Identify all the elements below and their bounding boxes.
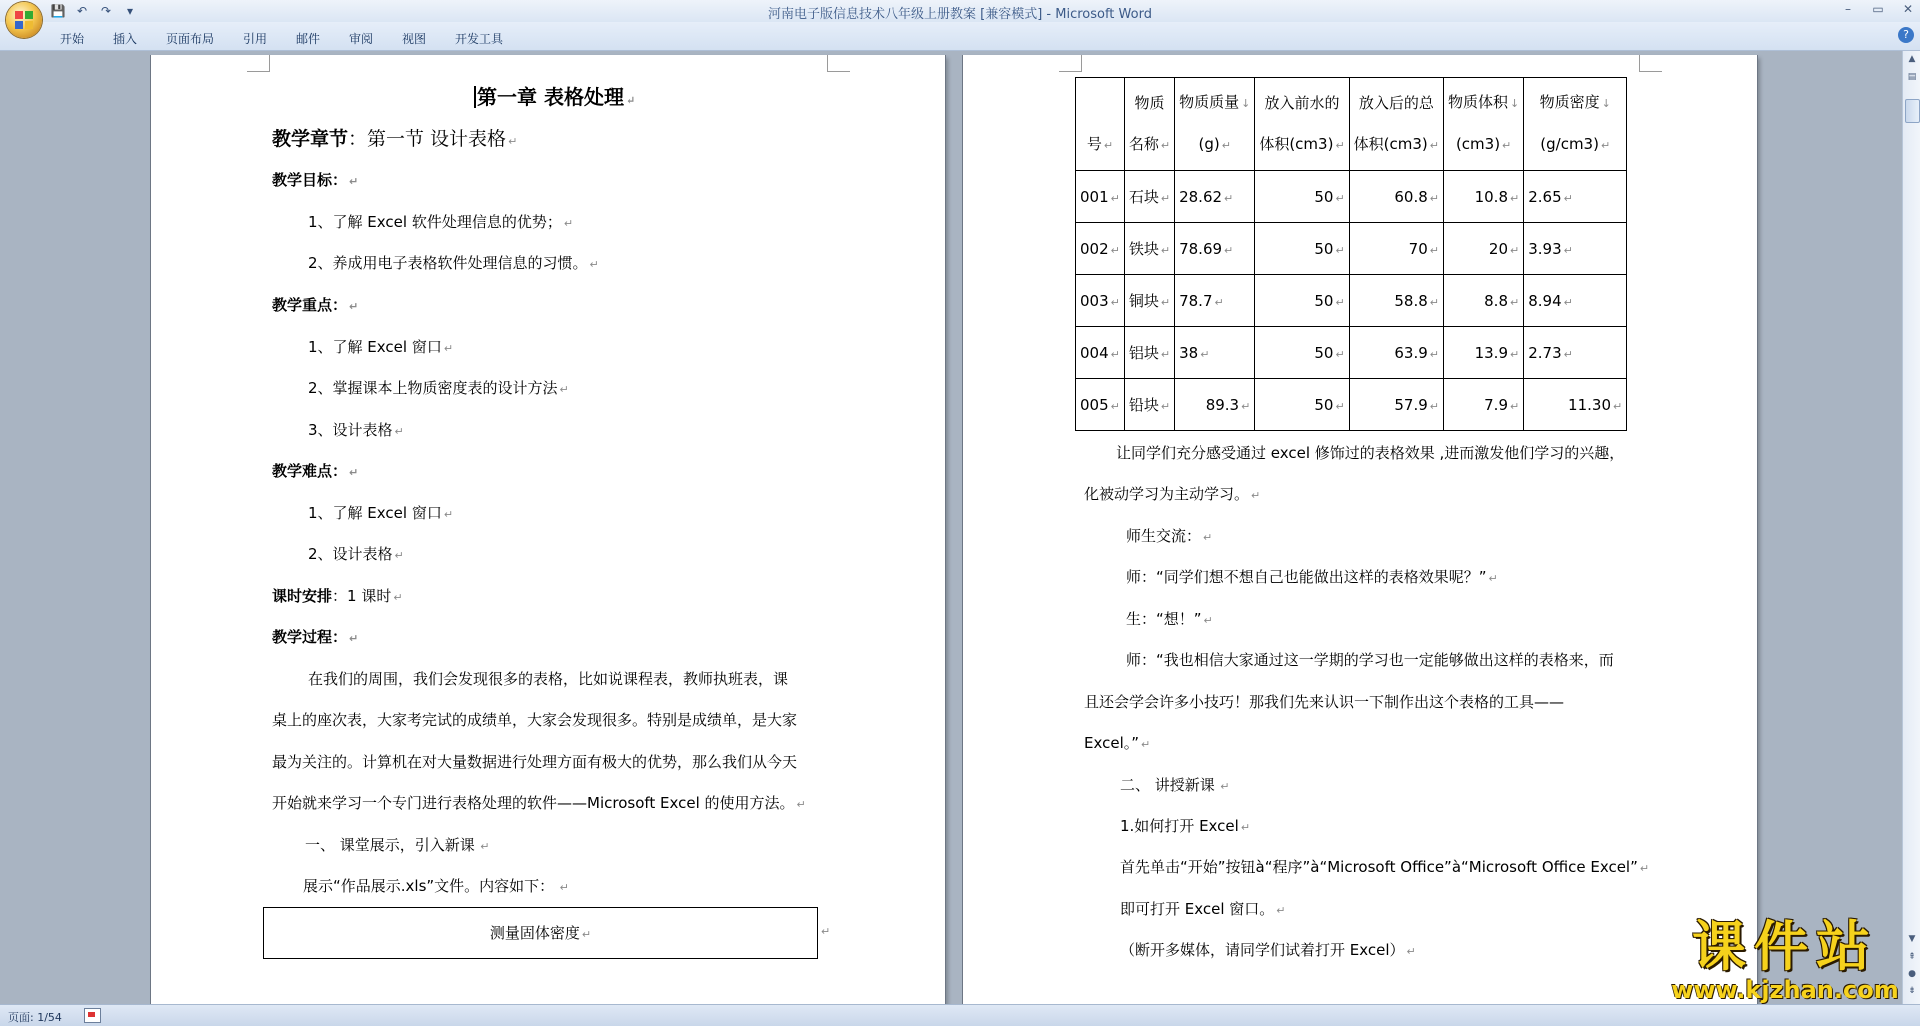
display-line: 展示“作品展示.xls”文件。内容如下： ↵	[303, 877, 569, 895]
previous-page-icon[interactable]: ⇞	[1908, 952, 1916, 962]
crop-mark	[827, 55, 850, 72]
goal-item: 2、养成用电子表格软件处理信息的习惯。 ↵	[308, 254, 599, 272]
chapter-title: 第一章 表格处理 ↵	[474, 81, 635, 110]
cell-volume: 7.9 ↵	[1443, 379, 1523, 431]
difficult-item: 1、了解 Excel 窗口 ↵	[308, 504, 454, 522]
cell-vol-before: 50 ↵	[1255, 223, 1349, 275]
paragraph-mark: ↵	[821, 925, 831, 938]
cell-volume: 10.8 ↵	[1443, 171, 1523, 223]
dialogue-line: 且还会学会许多小技巧！那我们先来认识一下制作出这个表格的工具——	[1084, 693, 1565, 711]
help-icon[interactable]: ?	[1898, 27, 1914, 43]
paragraph-line: 让同学们充分感受通过 excel 修饰过的表格效果 ,进而激发他们学习的兴趣，	[1116, 444, 1625, 462]
how-to-open: 1.如何打开 Excel ↵	[1120, 817, 1251, 835]
cell-id: 005 ↵	[1076, 379, 1125, 431]
difficult-item: 2、设计表格 ↵	[308, 545, 404, 563]
difficult-heading: 教学难点： ↵	[272, 462, 359, 480]
paragraph-line: 桌上的座次表，大家考完试的成绩单，大家会发现很多。特别是成绩单，是大家	[272, 711, 798, 729]
process-heading: 教学过程： ↵	[272, 628, 359, 646]
cell-density: 8.94 ↵	[1524, 275, 1627, 327]
status-bar	[0, 1004, 1920, 1026]
step-two-heading: 二、 讲授新课 ↵	[1120, 776, 1230, 794]
cell-vol-after: 70 ↵	[1349, 223, 1443, 275]
crop-mark	[247, 55, 270, 72]
scroll-down-icon[interactable]: ▼	[1908, 934, 1916, 944]
cell-mass: 78.7 ↵	[1175, 275, 1255, 327]
exchange-heading: 师生交流： ↵	[1126, 527, 1213, 545]
window-title: 河南电子版信息技术八年级上册教案 [兼容模式] - Microsoft Word	[768, 7, 1152, 22]
note-line: （断开多媒体，请同学们试着打开 Excel） ↵	[1120, 941, 1416, 959]
header-cell: 放入后的总 体积(cm3) ↵	[1349, 78, 1443, 171]
dialogue-line: Excel。” ↵	[1084, 734, 1151, 752]
maximize-button[interactable]: ▭	[1872, 2, 1884, 16]
cell-volume: 8.8 ↵	[1443, 275, 1523, 327]
dialogue-line: 师：“我也相信大家通过这一学期的学习也一定能够做出这样的表格来，而	[1126, 651, 1614, 669]
table-title: 测量固体密度 ↵	[489, 924, 592, 942]
cell-id: 003 ↵	[1076, 275, 1125, 327]
dialogue-line: 生：“想！” ↵	[1126, 610, 1213, 628]
watermark-url: www.kjzhan.com	[1671, 976, 1899, 1004]
table-header-row	[1076, 78, 1627, 171]
redo-icon[interactable]: ↷	[100, 4, 112, 18]
cell-density: 11.30 ↵	[1524, 379, 1627, 431]
cell-vol-after: 60.8 ↵	[1349, 171, 1443, 223]
table-row	[1076, 327, 1627, 379]
goal-item: 1、了解 Excel 软件处理信息的优势； ↵	[308, 213, 574, 231]
cell-density: 2.65 ↵	[1524, 171, 1627, 223]
cell-vol-before: 50 ↵	[1255, 379, 1349, 431]
office-button[interactable]	[6, 2, 42, 38]
header-cell: 物质密度 ↓ (g/cm3) ↵	[1524, 78, 1627, 171]
minimize-button[interactable]: –	[1845, 2, 1851, 16]
title-bar	[0, 0, 1920, 23]
customize-qat-icon[interactable]: ▾	[126, 4, 134, 18]
browse-object-icon[interactable]: ●	[1908, 969, 1916, 979]
vertical-scrollbar[interactable]	[1902, 51, 1920, 1004]
instruction-line: 即可打开 Excel 窗口。 ↵	[1120, 900, 1286, 918]
paragraph-line: 最为关注的。计算机在对大量数据进行处理方面有极大的优势，那么我们从今天	[272, 753, 798, 771]
header-cell: 放入前水的 体积(cm3) ↵	[1255, 78, 1349, 171]
tab-mailings[interactable]: 邮件	[296, 32, 321, 46]
header-cell: 物质体积 ↓ (cm3) ↵	[1443, 78, 1523, 171]
cell-density: 2.73 ↵	[1524, 327, 1627, 379]
scroll-thumb[interactable]	[1905, 99, 1920, 123]
tab-view[interactable]: 视图	[402, 32, 427, 46]
site-watermark	[1660, 915, 1910, 1004]
page-2[interactable]	[963, 55, 1757, 1004]
cell-id: 004 ↵	[1076, 327, 1125, 379]
dialogue-line: 师：“同学们想不想自己也能做出这样的表格效果呢？” ↵	[1126, 568, 1498, 586]
text-cursor	[474, 86, 476, 108]
density-table	[1075, 77, 1627, 431]
cell-vol-before: 50 ↵	[1255, 327, 1349, 379]
undo-icon[interactable]: ↶	[76, 4, 88, 18]
paragraph-line: 开始就来学习一个专门进行表格处理的软件——Microsoft Excel 的使用方法。 ↵	[272, 794, 806, 812]
header-cell: 号 ↵	[1076, 78, 1125, 171]
cell-name: 铜块 ↵	[1124, 275, 1174, 327]
tab-home[interactable]: 开始	[60, 32, 85, 46]
table-row	[1076, 171, 1627, 223]
cell-mass: 89.3 ↵	[1175, 379, 1255, 431]
ribbon-tab-bar	[0, 22, 1920, 51]
header-cell: 物质质量 ↓ (g) ↵	[1175, 78, 1255, 171]
cell-volume: 20 ↵	[1443, 223, 1523, 275]
cell-name: 铝块 ↵	[1124, 327, 1174, 379]
tab-insert[interactable]: 插入	[113, 32, 138, 46]
cell-vol-after: 58.8 ↵	[1349, 275, 1443, 327]
cell-vol-before: 50 ↵	[1255, 275, 1349, 327]
cell-mass: 28.62 ↵	[1175, 171, 1255, 223]
tab-page-layout[interactable]: 页面布局	[166, 32, 215, 46]
paragraph-line: 化被动学习为主动学习。 ↵	[1084, 485, 1261, 503]
crop-mark	[1639, 55, 1662, 72]
next-page-icon[interactable]: ⇟	[1908, 986, 1916, 996]
ruler-toggle-icon[interactable]: ▤	[1907, 72, 1917, 82]
office-logo-icon	[15, 11, 33, 29]
goals-heading: 教学目标： ↵	[272, 171, 359, 189]
tab-review[interactable]: 审阅	[349, 32, 374, 46]
page-1[interactable]	[151, 55, 945, 1004]
cell-id: 001 ↵	[1076, 171, 1125, 223]
key-item: 1、了解 Excel 窗口 ↵	[308, 338, 454, 356]
cell-vol-before: 50 ↵	[1255, 171, 1349, 223]
tab-references[interactable]: 引用	[243, 32, 268, 46]
watermark-title: 课件站	[1692, 915, 1878, 978]
key-item: 3、设计表格 ↵	[308, 421, 404, 439]
cell-volume: 13.9 ↵	[1443, 327, 1523, 379]
section-line: 教学章节：第一节 设计表格 ↵	[272, 128, 518, 150]
cell-name: 石块 ↵	[1124, 171, 1174, 223]
table-row	[1076, 379, 1627, 431]
proofing-icon[interactable]	[84, 1008, 101, 1023]
window-controls	[1840, 2, 1916, 16]
key-item: 2、掌握课本上物质密度表的设计方法 ↵	[308, 379, 569, 397]
schedule-line: 课时安排：1 课时 ↵	[272, 587, 403, 605]
tab-developer[interactable]: 开发工具	[455, 32, 504, 46]
key-heading: 教学重点： ↵	[272, 296, 359, 314]
scroll-up-icon[interactable]: ▲	[1908, 54, 1916, 64]
step-one-heading: 一、 课堂展示，引入新课 ↵	[305, 836, 490, 854]
table-row	[1076, 223, 1627, 275]
close-button[interactable]: ✕	[1902, 2, 1914, 16]
save-icon[interactable]: 💾	[50, 4, 66, 18]
cell-name: 铁块 ↵	[1124, 223, 1174, 275]
instruction-line: 首先单击“开始”按钮à“程序”à“Microsoft Office”à“Microsoft Office Excel” ↵	[1120, 858, 1650, 876]
document-workspace	[0, 51, 1902, 1004]
cell-vol-after: 57.9 ↵	[1349, 379, 1443, 431]
table-title-box	[263, 907, 818, 959]
cell-id: 002 ↵	[1076, 223, 1125, 275]
page-indicator[interactable]: 页面: 1/54	[8, 1011, 62, 1024]
crop-mark	[1059, 55, 1082, 72]
table-row	[1076, 275, 1627, 327]
cell-density: 3.93 ↵	[1524, 223, 1627, 275]
cell-mass: 38 ↵	[1175, 327, 1255, 379]
header-cell: 物质 名称 ↵	[1124, 78, 1174, 171]
cell-mass: 78.69 ↵	[1175, 223, 1255, 275]
paragraph-line: 在我们的周围，我们会发现很多的表格，比如说课程表，教师执班表，课	[308, 670, 789, 688]
cell-vol-after: 63.9 ↵	[1349, 327, 1443, 379]
cell-name: 铅块 ↵	[1124, 379, 1174, 431]
